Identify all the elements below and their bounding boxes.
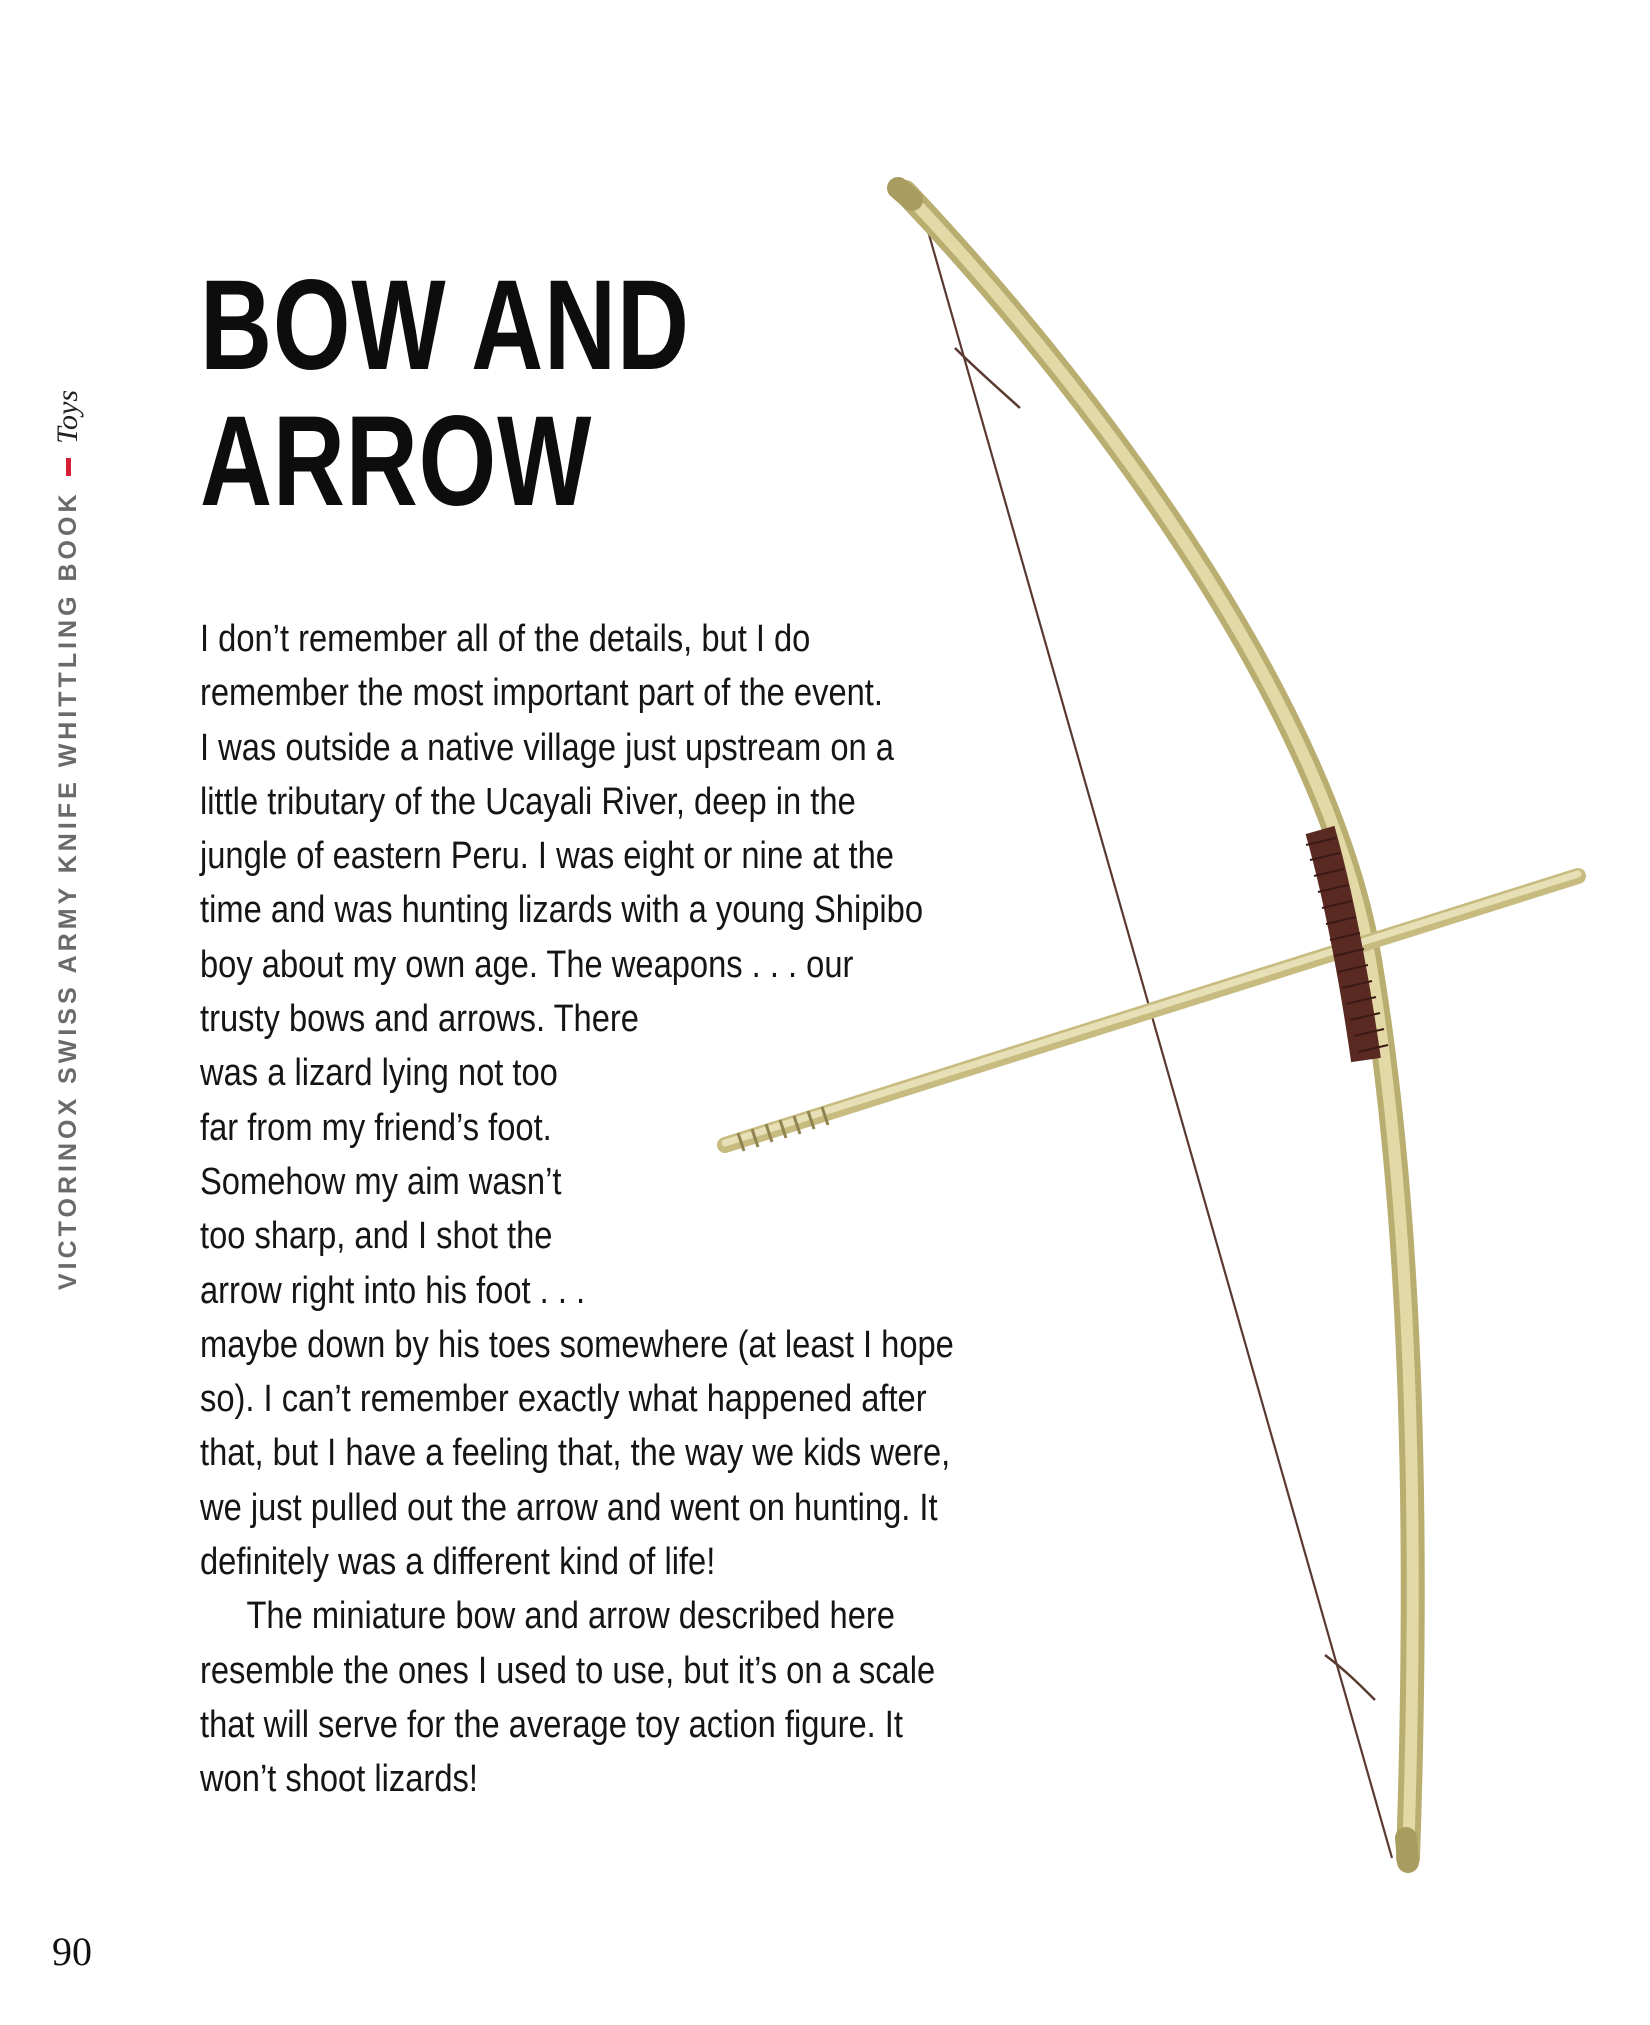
body-line: remember the most important part of the event. bbox=[200, 672, 883, 715]
body-line: we just pulled out the arrow and went on hunting. It bbox=[200, 1486, 938, 1529]
body-line: won’t shoot lizards! bbox=[200, 1758, 478, 1801]
body-line: I was outside a native village just upstream on a bbox=[200, 726, 894, 769]
bow-stave bbox=[905, 192, 1413, 1858]
bow-top-tip bbox=[898, 188, 912, 200]
body-line: jungle of eastern Peru. I was eight or nine at the bbox=[200, 835, 894, 878]
body-line: The miniature bow and arrow described here bbox=[246, 1595, 895, 1638]
body-line: so). I can’t remember exactly what happened after bbox=[200, 1378, 927, 1421]
running-header-section: Toys bbox=[51, 390, 84, 444]
string-tie-top bbox=[955, 348, 1020, 408]
body-line: Somehow my aim wasn’t bbox=[200, 1160, 562, 1203]
arrow-shaft-highlight bbox=[725, 874, 1578, 1143]
body-line: that, but I have a feeling that, the way we kids were, bbox=[200, 1432, 951, 1475]
running-header-book-title: VICTORINOX SWISS ARMY KNIFE WHITTLING BOOK bbox=[53, 490, 82, 1290]
string-tie-bottom bbox=[1325, 1655, 1375, 1700]
body-line: boy about my own age. The weapons . . . our bbox=[200, 943, 854, 986]
body-line: far from my friend’s foot. bbox=[200, 1106, 552, 1149]
body-line: was a lizard lying not too bbox=[200, 1052, 558, 1095]
body-line: trusty bows and arrows. There bbox=[200, 998, 639, 1041]
body-line: arrow right into his foot . . . bbox=[200, 1269, 586, 1312]
body-line: time and was hunting lizards with a young Shipibo bbox=[200, 889, 924, 932]
body-line: resemble the ones I used to use, but it’s on a scale bbox=[200, 1649, 936, 1692]
bow-bottom-tip bbox=[1406, 1838, 1408, 1862]
body-line: maybe down by his toes somewhere (at least I hope bbox=[200, 1323, 954, 1366]
page-title-line-1: BOW AND bbox=[200, 254, 690, 397]
body-line: too sharp, and I shot the bbox=[200, 1215, 553, 1258]
bow-stave-highlight bbox=[905, 192, 1413, 1858]
bow-string bbox=[922, 210, 1392, 1858]
page-number: 90 bbox=[52, 1929, 92, 1974]
page-title-line-2: ARROW bbox=[200, 390, 593, 533]
body-line: I don’t remember all of the details, but I do bbox=[200, 618, 811, 660]
body-line: definitely was a different kind of life! bbox=[200, 1541, 716, 1584]
body-line: that will serve for the average toy action figure. It bbox=[200, 1703, 903, 1746]
body-line: little tributary of the Ucayali River, deep in the bbox=[200, 780, 856, 823]
